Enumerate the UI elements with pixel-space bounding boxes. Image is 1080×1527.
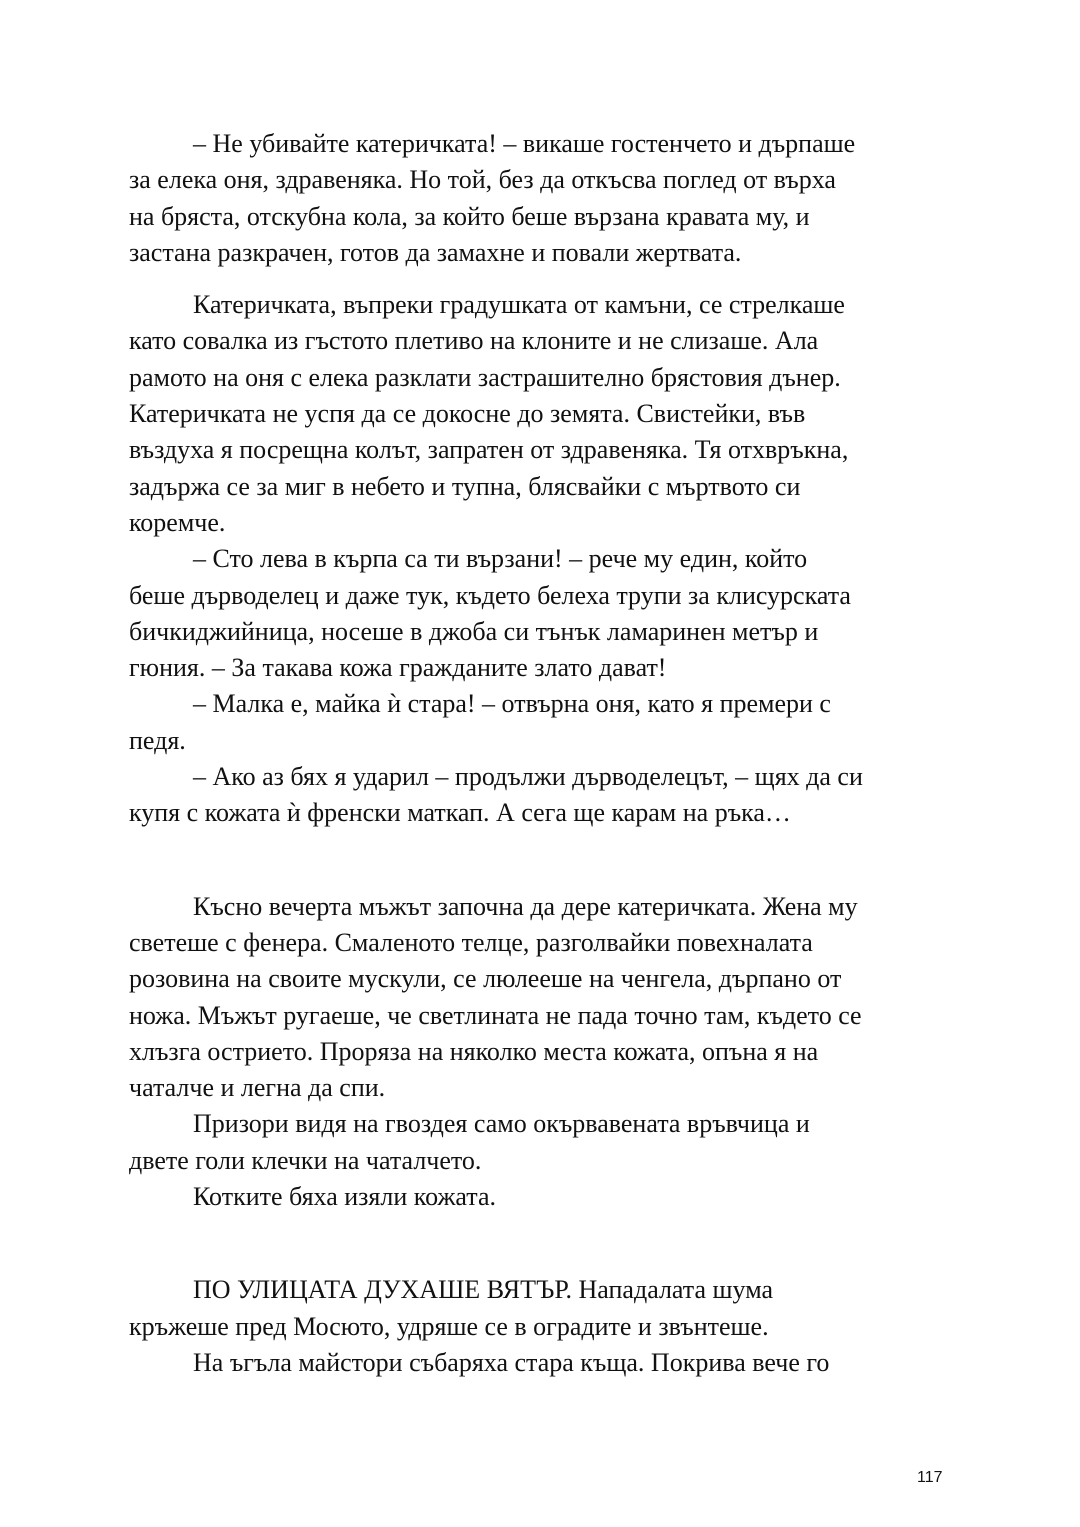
- paragraph: [129, 287, 959, 541]
- paragraph: [129, 759, 959, 832]
- paragraph-spacer: [129, 271, 959, 287]
- text-line: – Ако аз бях я ударил – продължи дърводелецът, – щях да си: [193, 762, 863, 792]
- text-line: на бряста, отскубна кола, за който беше вързана кравата му, и: [129, 201, 810, 231]
- text-line: розовина на своите мускули, се люлееше на ченгела, дърпано от: [129, 964, 842, 994]
- text-line: Катеричката, въпреки градушката от камъни, се стрелкаше: [193, 290, 845, 320]
- text-line: беше дърводелец и даже тук, където белеха трупи за клисурската: [129, 580, 851, 610]
- text-line: застана разкрачен, готов да замахне и повали жертвата.: [129, 237, 742, 267]
- text-line: ножа. Мъжът ругаеше, че светлината не пада точно там, където се: [129, 1000, 862, 1030]
- paragraph: [129, 889, 959, 1107]
- text-line: Късно вечерта мъжът започна да дере катеричката. Жена му: [193, 891, 858, 921]
- text-line: На ъгъла майстори събаряха стара къща. Покрива вече го: [193, 1347, 830, 1377]
- text-line: за елека оня, здравеняка. Но той, без да откъсва поглед от върха: [129, 165, 836, 195]
- text-line: задържа се за миг в небето и тупна, блясвайки с мъртвото си: [129, 471, 801, 501]
- text-line: Котките бяха изяли кожата.: [193, 1182, 496, 1212]
- text-line: – Не убивайте катеричката! – викаше гостенчето и дърпаше: [193, 129, 856, 158]
- paragraph: [129, 126, 959, 271]
- section-spacer: [129, 832, 959, 889]
- paragraph: [129, 686, 959, 759]
- paragraph: [129, 1179, 959, 1215]
- text-line: въздуха я посрещна колът, запратен от здравеняка. Тя отхвръкна,: [129, 435, 849, 465]
- text-line: педя.: [129, 725, 186, 755]
- text-line: чаталче и легна да спи.: [129, 1073, 386, 1103]
- paragraph: [129, 541, 959, 686]
- text-line: гюния. – За такава кожа гражданите злато дават!: [129, 653, 667, 683]
- text-line: – Сто лева в кърпа са ти вързани! – рече му един, който: [193, 544, 808, 574]
- text-line: купя с кожата ѝ френски маткап. А сега ще карам на ръка…: [129, 798, 791, 828]
- text-line: Катеричката не успя да се докосне до земята. Свистейки, във: [129, 399, 806, 429]
- paragraph: [129, 1106, 959, 1179]
- text-line: като совалка из гъстото плетиво на клоните и не слизаше. Ала: [129, 326, 819, 356]
- paragraph: [129, 1345, 959, 1381]
- text-line: коремче.: [129, 507, 226, 537]
- text-line: кръжеше пред Мосюто, удряше се в оградите и звънтеше.: [129, 1311, 769, 1341]
- text-line: бичкиджийница, носеше в джоба си тънък ламаринен метър и: [129, 616, 819, 646]
- page-body: [129, 126, 959, 1381]
- text-line: светеше с фенера. Смаленото телце, разголвайки повехналата: [129, 927, 813, 957]
- text-line: двете голи клечки на чаталчето.: [129, 1145, 482, 1175]
- text-line: хлъзга острието. Прорязa на няколко места кожата, опъна я на: [129, 1036, 819, 1066]
- text-line: Призори видя на гвоздея само окървавената връвчица и: [193, 1109, 810, 1139]
- section-spacer: [129, 1215, 959, 1272]
- text-line: – Малка е, майка ѝ стара! – отвърна оня, като я премери с: [193, 689, 831, 719]
- paragraph: [129, 1272, 959, 1345]
- text-line: рамото на оня с елека разклати застрашително брястовия дънер.: [129, 362, 841, 392]
- page-number: 117: [917, 1469, 943, 1486]
- text-line: ПО УЛИЦАТА ДУХАШЕ ВЯТЪР. Нападалата шума: [193, 1275, 774, 1305]
